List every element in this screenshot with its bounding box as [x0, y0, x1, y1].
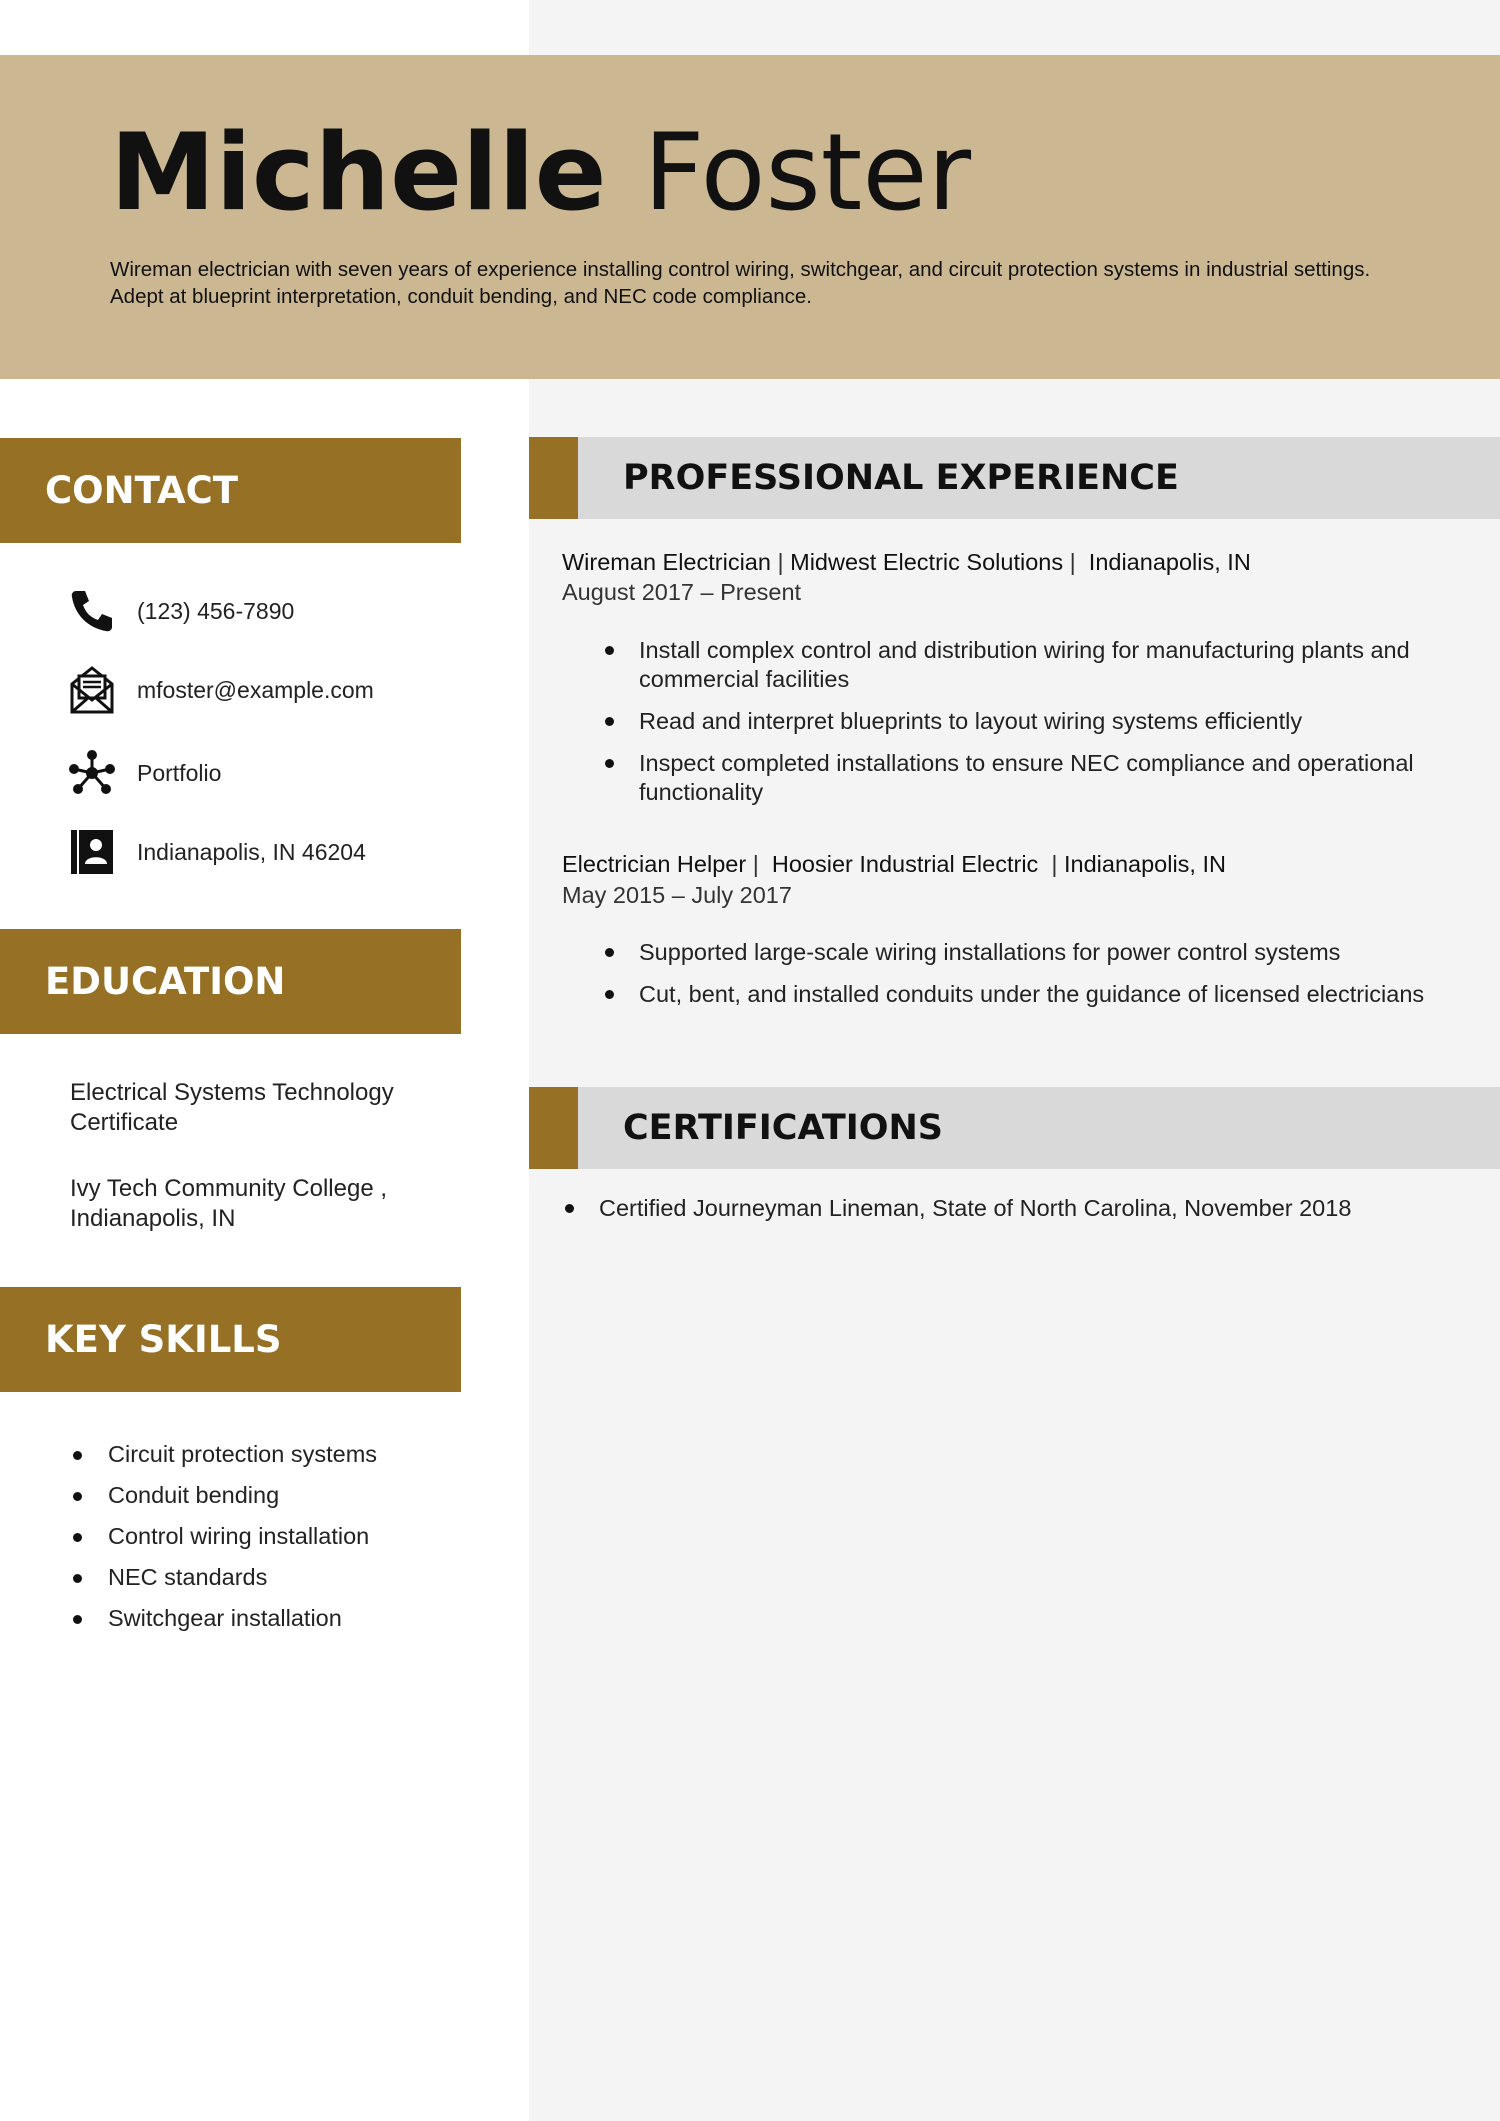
separator: | — [777, 549, 784, 575]
skill-item: Conduit bending — [70, 1475, 377, 1516]
job-1-dates: August 2017 – Present — [562, 579, 802, 605]
job-1-location: Indianapolis, IN — [1088, 549, 1251, 575]
contact-heading: CONTACT — [0, 438, 461, 543]
separator: | — [1069, 549, 1076, 575]
portfolio-link[interactable]: Portfolio — [137, 759, 222, 786]
candidate-name — [110, 111, 972, 234]
education-heading: EDUCATION — [0, 929, 461, 1034]
phone-number: (123) 456-7890 — [137, 597, 295, 624]
job-1-company: Midwest Electric Solutions — [790, 549, 1064, 575]
professional-summary: Wireman electrician with seven years of experience installing control wiring, switchgear, and circuit protection systems in industrial settings. Adept at blueprint interpretation, conduit bending, and NEC code compliance. — [110, 258, 1371, 308]
job-2-bullets — [600, 938, 1480, 1022]
heading-accent-tab — [529, 1087, 578, 1169]
separator: | — [1051, 851, 1058, 877]
job-bullet: Supported large-scale wiring installations for power control systems — [600, 938, 1480, 967]
contact-address — [68, 828, 366, 876]
contact-phone — [68, 587, 294, 635]
skill-item: Switchgear installation — [70, 1598, 377, 1639]
job-bullet: Cut, bent, and installed conduits under the guidance of licensed electricians — [600, 980, 1480, 1009]
skills-list — [70, 1434, 377, 1639]
job-bullet: Inspect completed installations to ensure NEC compliance and operational functionality — [600, 749, 1480, 807]
address-text: Indianapolis, IN 46204 — [137, 838, 366, 865]
certifications-heading-bar — [529, 1087, 1500, 1169]
network-icon — [68, 749, 116, 797]
job-2-company: Hoosier Industrial Electric — [771, 851, 1039, 877]
skill-item: Circuit protection systems — [70, 1434, 377, 1475]
certification-item: Certified Journeyman Lineman, State of North Carolina, November 2018 — [562, 1194, 1482, 1223]
last-name: Foster — [643, 111, 972, 234]
job-1-title-line — [562, 549, 1251, 576]
job-2-title-line — [562, 851, 1226, 878]
education-school: Ivy Tech Community College , Indianapolis, IN — [70, 1175, 388, 1232]
address-card-icon — [68, 828, 116, 876]
experience-heading-bar — [529, 437, 1500, 519]
key-skills-heading: KEY SKILLS — [0, 1287, 461, 1392]
job-2-dates: May 2015 – July 2017 — [562, 882, 792, 908]
certifications-heading: CERTIFICATIONS — [623, 1108, 944, 1148]
skill-item: Control wiring installation — [70, 1516, 377, 1557]
phone-icon — [68, 587, 116, 635]
education-degree: Electrical Systems Technology Certificate — [70, 1079, 394, 1136]
separator: | — [752, 851, 759, 877]
skill-item: NEC standards — [70, 1557, 377, 1598]
job-2-location: Indianapolis, IN — [1064, 851, 1226, 877]
first-name: Michelle — [110, 111, 607, 234]
job-2-title: Electrician Helper — [562, 851, 747, 877]
job-1-title: Wireman Electrician — [562, 549, 771, 575]
heading-accent-tab — [529, 437, 578, 519]
contact-portfolio — [68, 749, 221, 797]
experience-heading: PROFESSIONAL EXPERIENCE — [623, 458, 1179, 498]
contact-email — [68, 666, 374, 714]
job-bullet: Install complex control and distribution wiring for manufacturing plants and commercial facilities — [600, 636, 1480, 694]
email-icon — [68, 666, 116, 714]
job-bullet: Read and interpret blueprints to layout wiring systems efficiently — [600, 707, 1480, 736]
certifications-list — [562, 1194, 1482, 1223]
job-1-bullets — [600, 636, 1480, 820]
email-address[interactable]: mfoster@example.com — [137, 676, 374, 703]
